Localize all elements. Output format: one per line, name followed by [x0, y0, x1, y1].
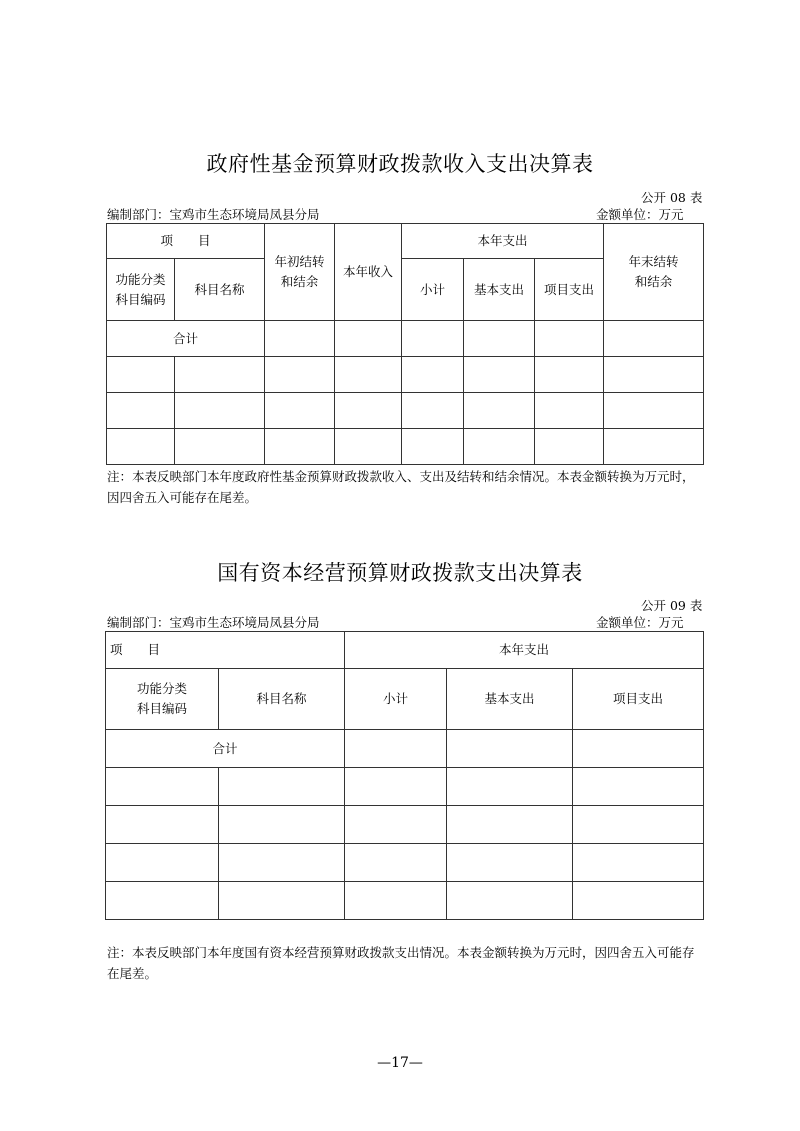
table1-unit: 金额单位：万元 [596, 207, 684, 222]
t1-header-income: 本年收入 [335, 224, 402, 321]
t1-header-project: 项目支出 [535, 259, 604, 321]
t1-header-basic: 基本支出 [464, 259, 535, 321]
t1-header-expense: 本年支出 [402, 224, 604, 259]
t1-header-func-code: 功能分类 科目编码 [107, 259, 175, 321]
table-row [107, 429, 704, 465]
t2-header-project: 项目支出 [573, 669, 704, 730]
t2-header-func-code: 功能分类 科目编码 [106, 669, 219, 730]
t1-header-subject-name: 科目名称 [175, 259, 265, 321]
table2-title: 国有资本经营预算财政拨款支出决算表 [217, 561, 583, 585]
table-row [107, 357, 704, 393]
table1-code: 公开 08 表 [641, 190, 703, 205]
table1-note: 注：本表反映部门本年度政府性基金预算财政拨款收入、支出及结转和结余情况。本表金额转换为万元时，因四舍五入可能存在尾差。 [107, 469, 695, 505]
t2-header-subject-name: 科目名称 [219, 669, 345, 730]
table-row [106, 882, 704, 920]
t2-header-subtotal: 小计 [345, 669, 447, 730]
table1 [106, 223, 704, 465]
table-row [106, 768, 704, 806]
t1-header-begin-balance: 年初结转 和结余 [265, 224, 335, 321]
t2-total-row [106, 730, 704, 768]
t2-total-label: 合计 [106, 730, 345, 768]
t2-header-item: 项 目 [106, 632, 345, 669]
table1-department: 编制部门：宝鸡市生态环境局凤县分局 [107, 207, 320, 222]
t1-total-row [107, 321, 704, 357]
t1-total-label: 合计 [107, 321, 265, 357]
t1-header-subtotal: 小计 [402, 259, 464, 321]
table2-code: 公开 09 表 [641, 598, 703, 613]
t2-header-basic: 基本支出 [447, 669, 573, 730]
page-number: —17— [377, 1055, 423, 1071]
table-row [107, 393, 704, 429]
table2-note: 注：本表反映部门本年度国有资本经营预算财政拨款支出情况。本表金额转换为万元时，因四舍五入可能存在尾差。 [107, 945, 695, 981]
t2-header-expense: 本年支出 [345, 632, 704, 669]
table2-unit: 金额单位：万元 [596, 615, 684, 630]
t1-header-item: 项 目 [107, 224, 265, 259]
table2 [105, 631, 704, 920]
table-row [106, 844, 704, 882]
table2-department: 编制部门：宝鸡市生态环境局凤县分局 [107, 615, 320, 630]
table1-title: 政府性基金预算财政拨款收入支出决算表 [206, 152, 594, 176]
t1-header-end-balance: 年末结转 和结余 [604, 224, 704, 321]
table-row [106, 806, 704, 844]
